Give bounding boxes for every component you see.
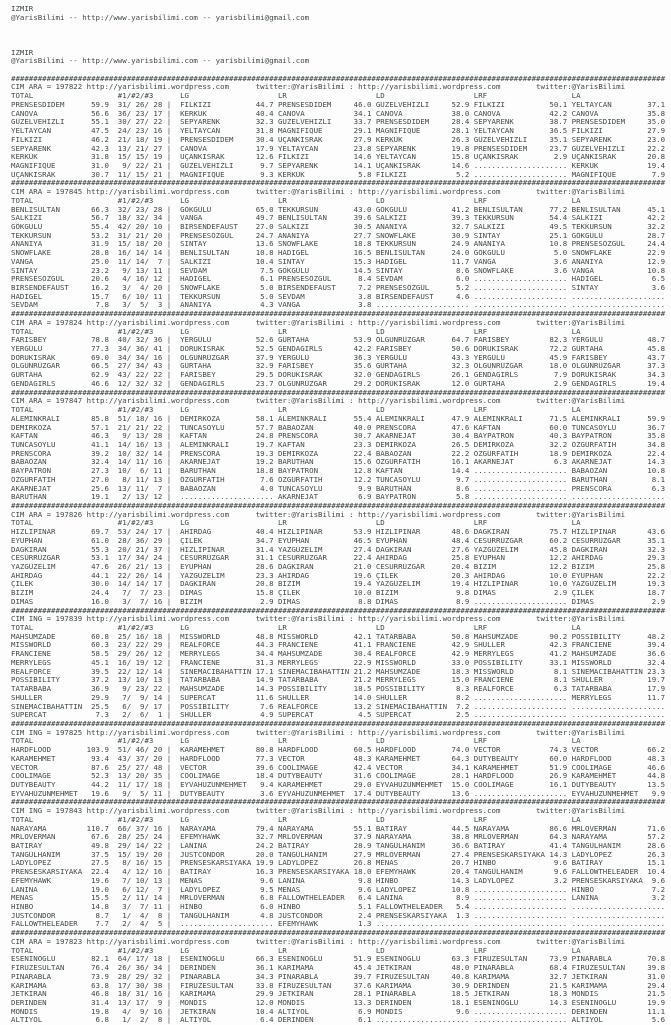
column-header-line: TOTAL #1/#2/#3 LG LR LD LRF LA: [11, 92, 581, 101]
stats-row: MAGNIFIQUE 31.0 9/ 22/ 21 | GÜZELVEHIZLI 9.7 SEPYARENK 14.1 UÇANKISRAK 14.6 ..................... KERKÜK 19.4: [11, 161, 666, 170]
stats-row: HIZLIPINAR 69.7 53/ 24/ 17 | AHIRDAG 40.4 HIZLIPINAR 53.9 HIZLIPINAR 48.6 DAGKIRAN 75.7 HIZLIPINAR 43.6: [11, 528, 666, 537]
stats-row: UÇANKISRAK 30.7 11/ 15/ 21 | MAGNIFIQUE 9.3 KERKÜK 5.8 FILKIZI 5.2 ..................... MAGNIFIQUE 7.9: [11, 170, 666, 179]
stats-row: FIRUZESULTAN 76.4 26/ 36/ 34 | DERINDEN 36.1 KARIMAMA 45.4 JETKIRAN 48.0 PINARABLA 68.4 FIRUZESULTAN 39.8: [11, 964, 666, 973]
stats-row: MERRYLEGS 45.1 16/ 19/ 12 | FRANCIENE 31.3 MERRYLEGS 22.9 MISSWORLD 33.0 POSSIBILITY 33.1 MISSWORLD 32.4: [11, 658, 666, 667]
stats-row: SEVDAM 7.8 3/ 5/ 3 | ANANIYA 4.3 VANGA 3.8 ..................... ..................... .....................: [11, 301, 666, 310]
stats-row: SHULLER 29.9 7/ 9/ 14 | SUPERCAT 11.6 SHULLER 14.0 SHULLER 8.2 ..................... MERRYLEGS 11.7: [11, 693, 666, 702]
stats-row: OLGUNRÜZGAR 66.5 27/ 34/ 43 | GÜRTAHA 32.9 FARISBEY 35.6 GÜRTAHA 32.3 OLGUNRÜZGAR 18.0 OLGUNRÜZGAR 37.3: [11, 362, 666, 371]
stats-row: MRLOVERMAN 67.6 28/ 25/ 24 | EFEMYHAWK 32.7 MRLOVERMAN 37.9 NARAYAMA 38.8 MRLOVERMAN 64.3 NARAYAMA 57.2: [11, 833, 666, 842]
stats-row: HINBO 14.8 3/ 7/ 11 | HINBO 6.0 HINBO 5.1 FALLOWTHELEADER 5.4 ..................... .....................: [11, 903, 666, 912]
stats-table-197845: [11, 179, 671, 310]
stats-table-197822: [11, 75, 671, 180]
stats-row: MONDIS 19.8 4/ 9/ 16 | JETKIRAN 10.4 ALTIYOL 6.9 MONDIS 9.6 ..................... DERINDEN 11.1: [11, 1007, 666, 1016]
table-title-line: CIM ING = 197839 http://yarisbilimi.wordpress.com twitter:@YarisBilimi : http://yarisbilimi.wordpress.com twitter:@YarisBilimi: [11, 615, 626, 624]
separator-line: ###################################################################################################################################################: [11, 606, 666, 615]
stats-row: GENDAGIRLS 46.6 12/ 32/ 32 | GENDAGIRLS 23.7 OLGUNRÜZGAR 29.2 DORUKISRAK 12.0 GÜRTAHA 2.9 GENDAGIRLS 19.4: [11, 379, 666, 388]
stats-row: DAGKIRAN 55.3 20/ 21/ 37 | HIZLIPINAR 31.4 YAZGÜZELIM 27.4 DAGKIRAN 27.6 YAZGÜZELIM 45.8 DAGKIRAN 32.3: [11, 545, 666, 554]
location-text: IZMIR: [11, 5, 34, 13]
stats-row: LADYLOPEZ 27.5 8/ 16/ 15 | PRENSESKARSIYAKA 19.9 LADYLOPEZ 26.8 MENAS 20.7 HINBO 9.6 BATIRAY 15.1: [11, 859, 666, 868]
stats-row: KARAMEHMET 93.4 43/ 37/ 20 | HARDFLOOD 77.3 VECTOR 48.3 KARAMEHMET 64.3 DUTYBEAUTY 60.0 HARDFLOOD 48.3: [11, 754, 666, 763]
table-title-line: CIM ING = 197843 http://yarisbilimi.wordpress.com twitter:@YarisBilimi : http://yarisbilimi.wordpress.com twitter:@YarisBilimi: [11, 807, 626, 816]
stats-row: TUNCASOYLU 41.1 14/ 16/ 13 | ALEMINKRALI 19.7 KAFTAN 23.3 DEMIRKOZA 26.5 DEMIRKOZA 32.2 ÖZGÜRFATIH 34.8: [11, 440, 666, 449]
stats-row: LANINA 19.0 6/ 12/ 7 | LADYLOPEZ 9.5 MENAS 9.6 LADYLOPEZ 10.8 ..................... HINBO 7.2: [11, 885, 666, 894]
stats-row: VANGA 25.0 11/ 14/ 7 | SALKIZI 10.4 SINTAY 15.3 HADIGEL 11.7 VANGA 3.6 ANANIYA 12.9: [11, 257, 666, 266]
stats-row: REALFORCE 39.5 22/ 12/ 14 | SINEMACIBAHATTIN 17.1 SINEMACIBAHATTIN 21.2 MAHSUMZADE 18.3 MISSWORLD 8.1 SINEMACIBAHATTIN 23.3: [11, 667, 666, 676]
stats-row: HADIGEL 15.7 6/ 10/ 11 | TEKKURSUN 5.0 SEVDAM 3.8 BIRSENDEFAUST 4.6 ..................... .....................: [11, 292, 666, 301]
stats-row: ÖZGÜRFATIH 27.0 8/ 11/ 13 | ÖZGÜRFATIH 7.6 ÖZGÜRFATIH 12.2 TUNCASOYLU 9.7 ..................... BARUTHAN 8.1: [11, 475, 666, 484]
intro-block-top: [11, 5, 671, 22]
stats-row: EFEMYHAWK 19.6 7/ 10/ 13 | MENAS 9.6 LANINA 9.8 HINBO 14.3 LADYLOPEZ 3.2 PRENSESKARSIYAKA 9.6: [11, 876, 666, 885]
stats-row: ESENINOGLU 82.1 64/ 17/ 18 | ESENINOGLU 66.3 ESENINOGLU 51.9 ESENINOGLU 63.3 FIRUZESULTAN 73.9 PINARABLA 70.8: [11, 955, 666, 964]
stats-row: TATARBABA 36.9 9/ 23/ 22 | MAHSUMZADE 14.3 POSSIBILITY 18.5 POSSIBILITY 8.3 REALFORCE 6.3 TATARBABA 17.9: [11, 685, 666, 694]
stats-row: SINTAY 23.2 9/ 13/ 11 | SEVDAM 7.5 GÖKGÜLÜ 14.5 SINTAY 8.6 SNOWFLAKE 3.6 VANGA 10.8: [11, 266, 666, 275]
stats-row: DUTYBEAUTY 44.2 11/ 17/ 18 | EYVAHUZUNMEHMET 9.4 KARAMEHMET 29.0 EYVAHUZUNMEHMET 15.0 COOLIMAGE 16.1 DUTYBEAUTY 13.5: [11, 780, 666, 789]
separator-line: ###################################################################################################################################################: [11, 719, 666, 728]
stats-row: TEKKURSUN 53.2 31/ 21/ 20 | PRENSESÖZGÜL 24.7 ANANIYA 27.7 SNOWFLAKE 30.9 SINTAY 25.1 GÖKGÜLÜ 28.7: [11, 231, 666, 240]
table-title-line: CIM ARA = 197824 http://yarisbilimi.wordpress.com twitter:@YarisBilimi : http://yarisbilimi.wordpress.com twitter:@YarisBilimi: [11, 318, 626, 327]
stats-table-197847: [11, 389, 671, 502]
stats-row: VECTOR 87.6 25/ 27/ 48 | VECTOR 39.6 COOLIMAGE 42.4 VECTOR 34.1 KARAMEHMET 51.9 COOLIMAGE 46.6: [11, 763, 666, 772]
separator-line: ###################################################################################################################################################: [11, 501, 666, 510]
table-title-line: CIM ARA = 197823 http://yarisbilimi.wordpress.com twitter:@YarisBilimi : http://yarisbilimi.wordpress.com twitter:@YarisBilimi: [11, 937, 626, 946]
stats-row: MENAS 15.5 2/ 11/ 14 | MRLOVERMAN 6.8 FALLOWTHELEADER 6.4 LANINA 8.9 ..................... LANINA 3.2: [11, 894, 666, 903]
stats-row: PINARABLA 73.9 28/ 29/ 32 | PINARABLA 34.3 PINARABLA 39.7 FIRUZESULTAN 40.8 KARIMAMA 32.7 JETKIRAN 31.0: [11, 972, 666, 981]
separator-line: ###################################################################################################################################################: [11, 388, 666, 397]
stats-table-197823: [11, 929, 671, 1025]
table-title-line: CIM ARA = 197847 http://yarisbilimi.wordpress.com twitter:@YarisBilimi : http://yarisbilimi.wordpress.com twitter:@YarisBilimi: [11, 397, 626, 406]
stats-row: BABAOZAN 32.4 14/ 11/ 16 | AKARNEJAT 19.2 BARUTHAN 15.6 ÖZGÜRFATIH 16.1 AKARNEJAT 6.3 AKARNEJAT 14.3: [11, 458, 666, 467]
stats-row: GÜRTAHA 62.9 43/ 22/ 22 | FARISBEY 29.5 DORUKISRAK 32.0 GENDAGIRLS 26.1 GENDAGIRLS 7.9 DORUKISRAK 34.3: [11, 371, 666, 380]
stats-row: BENLISULTAN 66.3 32/ 23/ 28 | GÖKGÜLÜ 65.0 TEKKURSUN 43.0 GÖKGÜLÜ 41.2 BENLISULTAN 77.2 BENLISULTAN 45.1: [11, 205, 666, 214]
stats-row: EYUPHAN 61.0 28/ 36/ 29 | ÇILEK 34.7 EYUPHAN 46.5 EYUPHAN 48.4 CESURRÜZGAR 60.2 CESURRÜZGAR 35.1: [11, 536, 666, 545]
stats-row: BIRSENDEFAUST 16.2 3/ 4/ 20 | SNOWFLAKE 5.0 BIRSENDEFAUST 7.2 PRENSESÖZGÜL 5.2 ..................... SINTAY 3.6: [11, 284, 666, 292]
stats-row: JETKIRAN 46.8 18/ 31/ 16 | KARIMAMA 29.9 JETKIRAN 28.1 PINARABLA 18.5 JETKIRAN 18.3 MONDIS 21.5: [11, 990, 666, 999]
stats-table-197826: [11, 502, 671, 607]
stats-row: YAZGÜZELIM 47.6 26/ 21/ 13 | EYUPHAN 28.6 DAGKIRAN 21.0 CESURRÜZGAR 20.4 BIZIM 12.2 BIZIM 25.8: [11, 563, 666, 571]
table-title-line: CIM ING = 197825 http://yarisbilimi.wordpress.com twitter:@YarisBilimi : http://yarisbilimi.wordpress.com twitter:@YarisBilimi: [11, 728, 626, 737]
stats-table-197825: [11, 720, 671, 798]
stats-row: YELTAYCAN 47.5 24/ 23/ 16 | YELTAYCAN 31.8 MAGNIFIQUE 29.1 MAGNIFIQUE 28.1 YELTAYCAN 36.5 FILKIZI 27.9: [11, 127, 666, 136]
location-text: IZMIR: [11, 48, 34, 57]
byline-text: @YarisBilimi -- http://www.yarisbilimi.com -- yarisbilimi@gmail.com: [11, 57, 310, 66]
stats-row: EYVAHUZUNMEHMET 19.6 9/ 5/ 11 | DUTYBEAUTY 3.6 EYVAHUZUNMEHMET 17.4 DUTYBEAUTY 13.6 ..................... EYVAHUZUNMEHMET 9.9: [11, 789, 666, 798]
separator-line: ###################################################################################################################################################: [11, 929, 666, 938]
stats-row: BAYPATRON 27.3 10/ 6/ 11 | BARUTHAN 18.8 BAYPATRON 12.8 KAFTAN 14.4 ..................... BABAOZAN 10.8: [11, 467, 666, 476]
separator-line: ###################################################################################################################################################: [11, 310, 666, 319]
stats-row: PRENSESKARSIYAKA 22.4 4/ 12/ 16 | BATIRAY 16.3 PRENSESKARSIYAKA 18.0 EFEMYHAWK 20.4 TANGÜLHANIM 9.6 FALLOWTHELEADER 10.4: [11, 868, 666, 877]
stats-row: POSSIBILITY 37.2 13/ 10/ 13 | TATARBABA 14.9 TATARBABA 21.2 MERRYLEGS 15.0 FRANCIENE 8.1 SHULLER 19.7: [11, 676, 666, 685]
stats-tables: [11, 75, 671, 1025]
stats-row: CANOVA 56.6 36/ 23/ 17 | KERKÜK 40.4 CANOVA 34.1 CANOVA 38.0 CANOVA 42.2 CANOVA 35.8: [11, 109, 666, 118]
column-header-line: TOTAL #1/#2/#3 LG LR LD LRF LA: [11, 624, 581, 633]
stats-table-197843: [11, 798, 671, 929]
stats-row: SUPERCAT 7.3 2/ 6/ 1 | SHULLER 4.9 SUPERCAT 4.5 SUPERCAT 2.5 ..................... .....................: [11, 711, 666, 720]
stats-row: ALTIYOL 6.8 1/ 2/ 8 | ALTIYOL 6.4 DERINDEN 6.1 ..................... ..................... ALTIYOL 5.6: [11, 1016, 666, 1025]
stats-row: AKARNEJAT 25.6 13/ 11/ 7 | BABAOZAN 4.0 TUNCASOYLU 9.9 BARUTHAN 8.6 ..................... PRENSCORA 6.3: [11, 484, 666, 493]
stats-row: BATIRAY 49.8 29/ 14/ 22 | LANINA 24.2 BATIRAY 28.9 TANGÜLHANIM 36.6 BATIRAY 41.4 TANGÜLHANIM 28.6: [11, 842, 666, 850]
stats-row: MAHSUMZADE 60.8 25/ 16/ 18 | MISSWORLD 48.8 MISSWORLD 42.1 TATARBABA 50.8 MAHSUMZADE 90.2 POSSIBILITY 48.2: [11, 632, 666, 641]
stats-row: DIMAS 16.0 3/ 7/ 16 | BIZIM 2.9 DIMAS 8.8 DIMAS 8.9 ..................... DIMAS 2.9: [11, 597, 666, 606]
stats-row: SNOWFLAKE 28.8 16/ 14/ 14 | BENLISULTAN 10.8 HADIGEL 16.5 BENLISULTAN 24.0 GÖKGÜLÜ 5.0 SNOWFLAKE 22.9: [11, 249, 666, 258]
stats-row: COOLIMAGE 52.3 13/ 20/ 35 | COOLIMAGE 18.4 DUTYBEAUTY 31.6 COOLIMAGE 28.1 HARDFLOOD 26.9 KARAMEHMET 44.8: [11, 772, 666, 781]
stats-row: CESURRÜZGAR 53.1 17/ 34/ 24 | CESURRÜZGAR 31.1 CESURRÜZGAR 22.4 AHIRDAG 25.8 EYUPHAN 12.2 AHIRDAG 29.3: [11, 554, 666, 563]
stats-row: PRENSCORA 39.2 10/ 32/ 14 | PRENSCORA 19.3 DEMIRKOZA 22.4 BABAOZAN 22.2 ÖZGÜRFATIH 18.9 DEMIRKOZA 22.4: [11, 449, 666, 458]
stats-row: ALEMINKRALI 85.8 51/ 18/ 16 | DEMIRKOZA 58.1 ALEMINKRALI 55.4 ALEMINKRALI 47.9 ALEMINKRALI 71.5 ALEMINKRALI 59.9: [11, 414, 666, 423]
stats-row: KERKÜK 31.8 15/ 15/ 19 | UÇANKISRAK 12.6 FILKIZI 14.6 YELTAYCAN 15.8 UÇANKISRAK 2.9 UÇANKISRAK 20.8: [11, 153, 666, 162]
stats-row: DERINDEN 31.4 13/ 17/ 9 | MONDIS 12.0 MONDIS 13.3 DERINDEN 18.1 ESENINOGLU 14.3 ESENINOGLU 19.9: [11, 998, 666, 1007]
table-title-line: CIM ARA = 197845 http://yarisbilimi.wordpress.com twitter:@YarisBilimi : http://yarisbilimi.wordpress.com twitter:@YarisBilimi: [11, 188, 626, 197]
column-header-line: TOTAL #1/#2/#3 LG LR LD LRF LA: [11, 406, 581, 415]
stats-row: NARAYAMA 110.7 66/ 37/ 16 | NARAYAMA 79.4 NARAYAMA 55.1 BATIRAY 44.5 NARAYAMA 86.6 MRLOVERMAN 71.6: [11, 824, 666, 833]
stats-row: HARDFLOOD 103.9 51/ 46/ 20 | KARAMEHMET 80.8 HARDFLOOD 60.5 HARDFLOOD 74.0 VECTOR 74.3 VECTOR 66.2: [11, 746, 666, 755]
stats-row: SINEMACIBAHATTIN 25.5 6/ 9/ 17 | POSSIBILITY 7.6 REALFORCE 13.2 SINEMACIBAHATTIN 7.2 ..................... .....................: [11, 702, 666, 711]
stats-row: YERGÜLÜ 77.3 34/ 36/ 41 | DORUKISRAK 52.5 GENDAGIRLS 42.2 FARISBEY 50.6 DORUKISRAK 72.2 GÜRTAHA 45.8: [11, 345, 666, 354]
intro-block-repeat: [11, 49, 671, 66]
byline-text: @YarisBilimi -- http://www.yarisbilimi.com -- yarisbilimi@gmail.com: [11, 13, 310, 22]
separator-line: ###################################################################################################################################################: [11, 179, 666, 188]
column-header-line: TOTAL #1/#2/#3 LG LR LD LRF LA: [11, 946, 581, 955]
column-header-line: TOTAL #1/#2/#3 LG LR LD LRF LA: [11, 737, 581, 746]
stats-row: TANGÜLHANIM 37.5 15/ 19/ 20 | JUSTCONDOR 20.0 TANGÜLHANIM 27.9 MRLOVERMAN 27.4 PRENSESKARSIYAKA 14.3 LADYLOPEZ 26.3: [11, 850, 666, 859]
table-title-line: CIM ARA = 197826 http://yarisbilimi.wordpress.com twitter:@YarisBilimi : http://yarisbilimi.wordpress.com twitter:@YarisBilimi: [11, 510, 626, 519]
stats-row: PRENSESDIDEM 59.9 31/ 26/ 28 | FILKIZI 44.7 PRENSESDIDEM 46.0 GÜZELVEHIZLI 52.9 FILKIZI 50.1 YELTAYCAN 37.1: [11, 100, 666, 109]
stats-row: GÜZELVEHIZLI 55.1 30/ 27/ 22 | SEPYARENK 32.3 GÜZELVEHIZLI 33.7 PRENSESDIDEM 28.4 SEPYARENK 38.7 PRENSESDIDEM 35.0: [11, 118, 666, 127]
stats-row: AHIRDAG 44.1 22/ 26/ 14 | YAZGÜZELIM 23.3 AHIRDAG 19.6 ÇILEK 20.3 AHIRDAG 10.0 EYUPHAN 22.2: [11, 571, 666, 580]
stats-row: DORUKISRAK 69.0 34/ 34/ 16 | OLGUNRÜZGAR 37.9 YERGÜLÜ 36.3 YERGÜLÜ 43.3 YERGÜLÜ 45.9 FARISBEY 43.7: [11, 353, 666, 362]
stats-row: MISSWORLD 60.3 23/ 22/ 29 | REALFORCE 44.3 FRANCIENE 41.1 FRANCIENE 42.9 SHULLER 42.3 FRANCIENE 39.4: [11, 641, 666, 650]
separator-line: ###################################################################################################################################################: [11, 74, 666, 83]
stats-row: BARUTHAN 19.1 2/ 13/ 12 | ..................... AKARNEJAT 6.9 BAYPATRON 5.8 ..................... .....................: [11, 493, 666, 502]
stats-row: FILKIZI 46.2 21/ 18/ 19 | PRENSESDIDEM 30.4 UÇANKISRAK 27.9 KERKÜK 26.3 GÜZELVEHIZLI 35.1 SEPYARENK 23.0: [11, 135, 666, 144]
table-title-line: CIM ARA = 197822 http://yarisbilimi.wordpress.com twitter:@YarisBilimi : http://yarisbilimi.wordpress.com twitter:@YarisBilimi: [11, 83, 626, 92]
stats-row: FALLOWTHELEADER 7.7 2/ 4/ 5 | ..................... EFEMYHAWK 1.3 ..................... ..................... .....................: [11, 920, 666, 929]
stats-row: BIZIM 24.4 7/ 7/ 23 | DIMAS 15.8 ÇILEK 10.0 BIZIM 9.8 DIMAS 2.9 ÇILEK 18.7: [11, 589, 666, 598]
stats-row: FRANCIENE 58.5 29/ 26/ 12 | MERRYLEGS 34.4 MAHSUMZADE 30.4 REALFORCE 42.9 MERRYLEGS 41.2 MAHSUMZADE 36.6: [11, 650, 666, 659]
stats-row: ÇILEK 30.0 14/ 14/ 17 | DAGKIRAN 20.8 BIZIM 19.4 YAZGÜZELIM 19.4 HIZLIPINAR 10.0 YAZGÜZELIM 19.3: [11, 580, 666, 589]
column-header-line: TOTAL #1/#2/#3 LG LR LD LRF LA: [11, 519, 581, 528]
stats-row: SEPYARENK 42.3 13/ 21/ 27 | CANOVA 17.9 YELTAYCAN 23.8 SEPYARENK 19.8 PRENSESDIDEM 23.7 GÜZELVEHIZLI 22.2: [11, 144, 666, 153]
stats-row: GÖKGÜLÜ 55.4 42/ 20/ 10 | BIRSENDEFAUST 27.0 SALKIZI 30.5 ANANIYA 32.7 SALKIZI 49.5 TEKKURSUN 32.2: [11, 222, 666, 231]
stats-row: ANANIYA 31.9 15/ 18/ 20 | SINTAY 13.6 SNOWFLAKE 18.8 TEKKURSUN 24.9 ANANIYA 10.8 PRENSESÖZGÜL 24.4: [11, 240, 666, 249]
stats-row: KAFTAN 46.3 9/ 13/ 28 | KAFTAN 24.8 PRENSCORA 30.7 AKARNEJAT 30.4 BAYPATRON 40.3 BAYPATRON 35.8: [11, 432, 666, 441]
stats-row: JUSTCONDOR 8.7 1/ 4/ 8 | TANGÜLHANIM 4.8 JUSTCONDOR 2.4 PRENSESKARSIYAKA 1.3 ..................... .....................: [11, 911, 666, 920]
stats-table-197839: [11, 607, 671, 720]
column-header-line: TOTAL #1/#2/#3 LG LR LD LRF LA: [11, 327, 581, 336]
column-header-line: TOTAL #1/#2/#3 LG LR LD LRF LA: [11, 815, 581, 824]
stats-row: SALKIZI 56.7 18/ 32/ 34 | VANGA 49.7 BENLISULTAN 39.6 SALKIZI 39.3 TEKKURSUN 54.4 SALKIZI 42.2: [11, 214, 666, 223]
stats-row: DEMIRKOZA 57.1 21/ 21/ 22 | TUNCASOYLU 57.7 BABAOZAN 40.0 PRENSCORA 47.6 KAFTAN 60.0 TUNCASOYLU 36.7: [11, 423, 666, 432]
stats-table-197824: [11, 310, 671, 388]
stats-row: KARIMAMA 63.8 17/ 30/ 38 | FIRUZESULTAN 33.8 FIRUZESULTAN 37.6 KARIMAMA 30.9 DERINDEN 21.5 KARIMAMA 29.4: [11, 981, 666, 990]
stats-row: FARISBEY 78.8 40/ 32/ 36 | YERGÜLÜ 52.6 GÜRTAHA 53.9 OLGUNRÜZGAR 64.7 FARISBEY 82.3 YERGÜLÜ 48.7: [11, 336, 666, 345]
separator-line: ###################################################################################################################################################: [11, 798, 666, 807]
stats-row: PRENSESÖZGÜL 20.6 4/ 16/ 12 | HADIGEL 6.1 PRENSESÖZGÜL 8.4 SEVDAM 6.0 ..................... HADIGEL 6.5: [11, 275, 666, 284]
column-header-line: TOTAL #1/#2/#3 LG LR LD LRF LA: [11, 196, 581, 205]
